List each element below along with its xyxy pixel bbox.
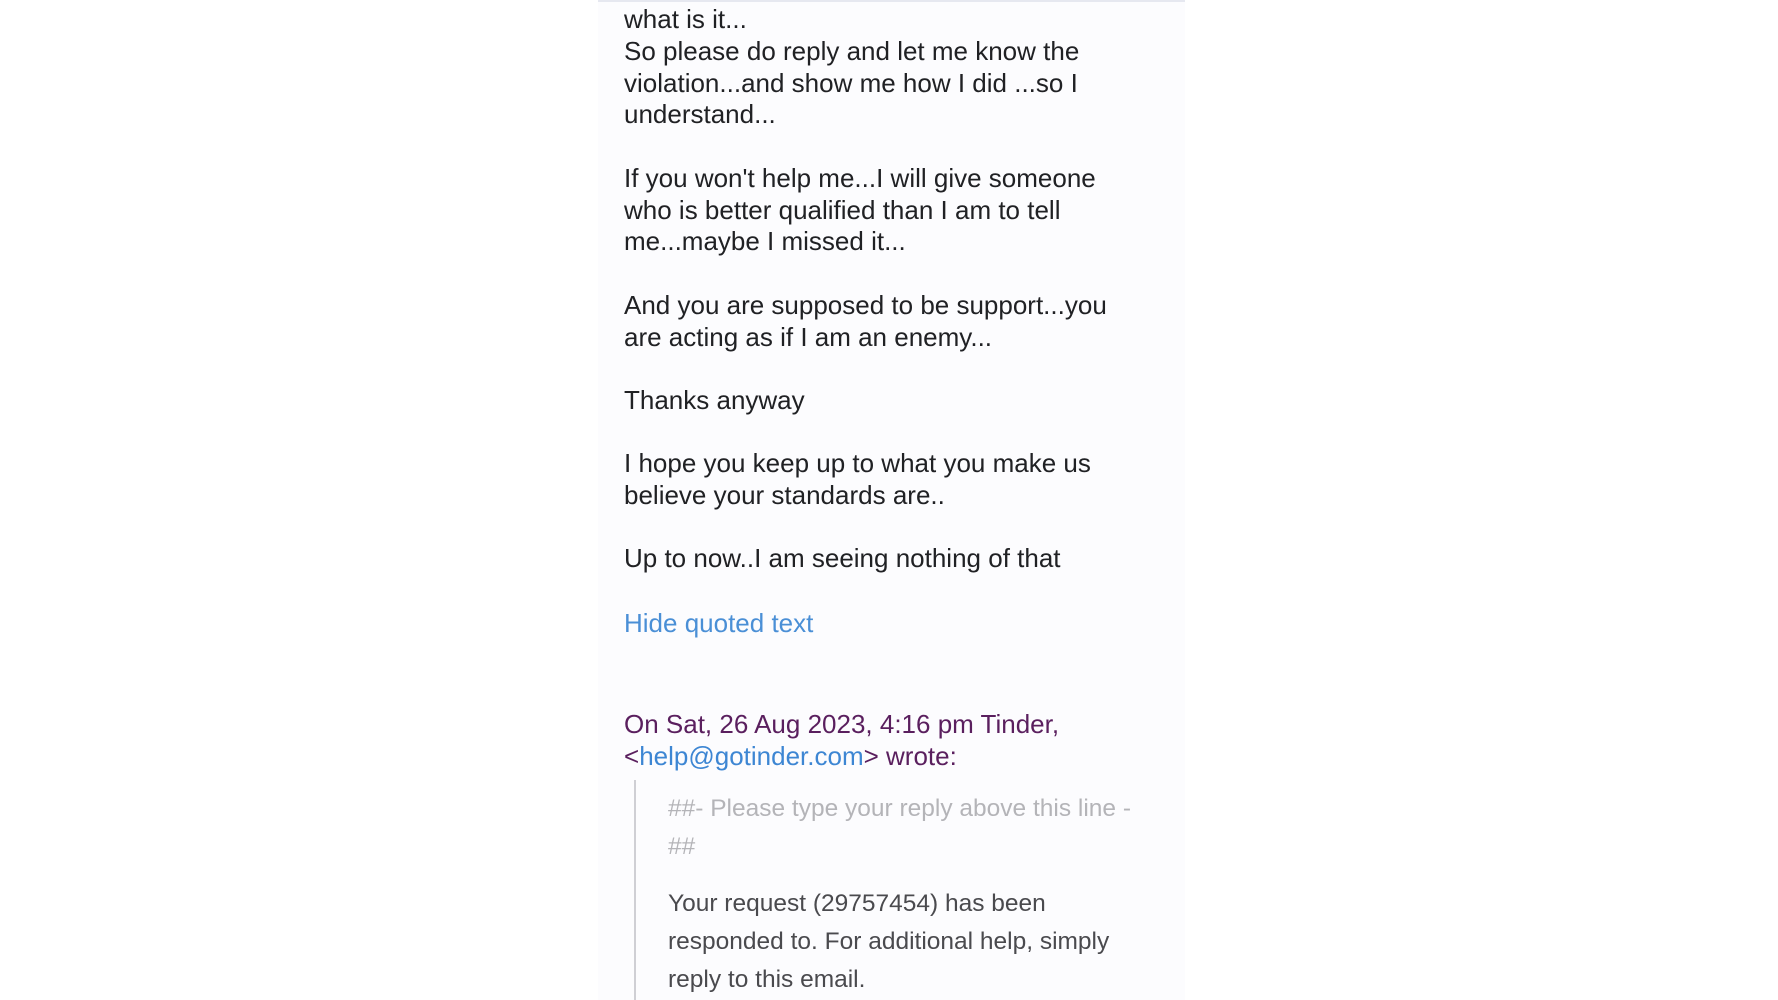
quoted-message-text: Your request (29757454) has been responded to. For additional help, simply reply to this email. bbox=[668, 890, 1110, 993]
attribution-suffix: > wrote: bbox=[863, 740, 957, 771]
quote-attribution bbox=[624, 709, 1144, 772]
hide-quoted-text-link[interactable]: Hide quoted text bbox=[624, 608, 814, 638]
email-paragraph-thanks: Thanks anyway bbox=[624, 385, 805, 415]
reply-separator-line: ##- Please type your reply above this line -## bbox=[668, 795, 1132, 860]
email-paragraph-standards: I hope you keep up to what you make us believe your standards are.. bbox=[624, 448, 1091, 510]
email-paragraph-up-to-now: Up to now..I am seeing nothing of that bbox=[624, 543, 1061, 573]
email-paragraph-qualified: If you won't help me...I will give someone who is better qualified than I am to tell me...maybe I missed it... bbox=[624, 163, 1096, 256]
email-paragraph-support: And you are supposed to be support...you are acting as if I am an enemy... bbox=[624, 290, 1107, 352]
panel-top-divider bbox=[598, 0, 1185, 2]
sender-email-link[interactable]: help@gotinder.com bbox=[639, 740, 864, 771]
email-paragraph-reply-request: So please do reply and let me know the violation...and show me how I did ...so I understand... bbox=[624, 36, 1080, 129]
attribution-prefix: On Sat, 26 Aug 2023, 4:16 pm Tinder, < bbox=[624, 709, 1060, 771]
quoted-message-block bbox=[634, 780, 1156, 1000]
email-paragraph-what-is-it: what is it... bbox=[624, 4, 747, 34]
email-body-panel bbox=[598, 0, 1185, 1000]
